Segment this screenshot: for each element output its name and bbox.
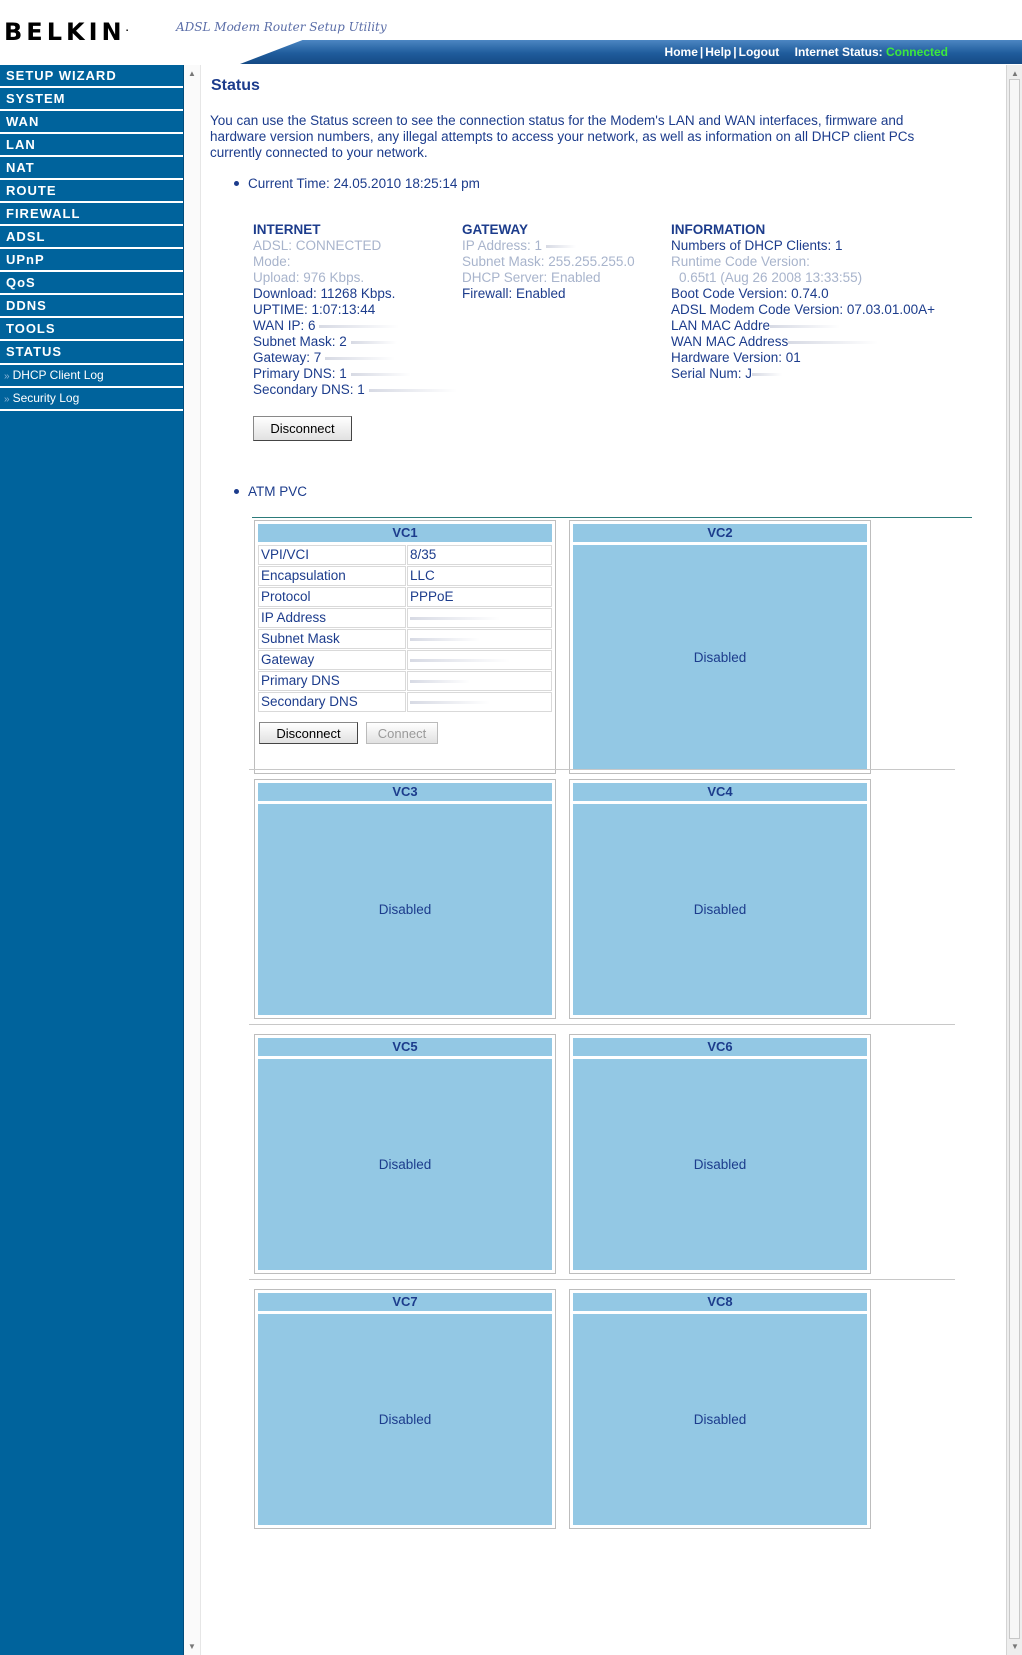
hardware-version: Hardware Version: 01: [671, 350, 801, 365]
sidebar-item-status[interactable]: STATUS: [0, 341, 183, 365]
chevron-right-icon: »: [4, 394, 10, 405]
dhcp-server: DHCP Server: Enabled: [462, 270, 601, 285]
scroll-down-icon[interactable]: ▼: [1011, 1642, 1019, 1651]
sidebar-item-tools[interactable]: TOOLS: [0, 318, 183, 341]
upload: Upload: 976 Kbps.: [253, 270, 365, 285]
sidebar-item-upnp[interactable]: UPnP: [0, 249, 183, 272]
subnet-mask: Subnet Mask: 2: [253, 334, 457, 350]
sidebar-item-setup-wizard[interactable]: SETUP WIZARD: [0, 65, 183, 88]
information-heading: INFORMATION: [671, 222, 766, 237]
lan-mac-address: LAN MAC Addre: [671, 318, 935, 334]
vc1-title: VC1: [258, 524, 552, 544]
gateway-ip-address: IP Address: 1: [462, 238, 635, 254]
help-link[interactable]: Help: [705, 45, 732, 59]
runtime-code-version-label: Runtime Code Version:: [671, 254, 810, 269]
vertical-scrollbar[interactable]: [1006, 65, 1022, 1655]
wan-mac-address: WAN MAC Address: [671, 334, 935, 350]
scroll-up-icon[interactable]: ▲: [188, 69, 196, 78]
vc1-connect-button[interactable]: Connect: [366, 722, 438, 744]
logout-link[interactable]: Logout: [738, 45, 780, 59]
header-links: Home | Help | Logout Internet Status: Connected: [664, 45, 948, 59]
utility-title: ADSL Modem Router Setup Utility: [176, 20, 387, 34]
vc8-title: VC8: [573, 1293, 867, 1313]
belkin-logo: BELKIN.: [4, 18, 129, 46]
header: [0, 0, 1022, 65]
vc4-panel: [569, 779, 871, 1019]
vc3-state: Disabled: [258, 804, 552, 1015]
sidebar-subitem-dhcp-client-log[interactable]: » DHCP Client Log: [0, 365, 183, 388]
atm-pvc-label: ATM PVC: [248, 484, 308, 499]
internet-column: [253, 222, 457, 398]
home-link[interactable]: Home: [664, 45, 698, 59]
page-title: Status: [211, 77, 260, 94]
scroll-thumb[interactable]: [1009, 79, 1020, 1639]
gateway-column: [462, 222, 635, 302]
vc6-panel: [569, 1034, 871, 1274]
information-column: [671, 222, 935, 382]
wan-ip: WAN IP: 6: [253, 318, 457, 334]
adsl-modem-code-version: ADSL Modem Code Version: 07.03.01.00A+: [671, 302, 936, 317]
chevron-right-icon: »: [4, 371, 10, 382]
gateway-heading: GATEWAY: [462, 222, 529, 237]
mode: Mode:: [253, 254, 291, 269]
adsl-status: ADSL: CONNECTED: [253, 238, 382, 253]
vc4-state: Disabled: [573, 804, 867, 1015]
internet-status-label: Internet Status:: [794, 45, 883, 59]
scroll-down-icon[interactable]: ▼: [188, 1642, 196, 1651]
current-time: Current Time: 24.05.2010 18:25:14 pm: [248, 176, 480, 191]
vc1-disconnect-button[interactable]: Disconnect: [259, 722, 358, 744]
sidebar: [0, 65, 184, 1655]
dhcp-clients: Numbers of DHCP Clients: 1: [671, 238, 843, 253]
vc4-title: VC4: [573, 783, 867, 803]
table-row: Secondary DNS: [258, 692, 552, 712]
vc6-title: VC6: [573, 1038, 867, 1058]
table-row: Protocol PPPoE: [258, 587, 552, 607]
vc2-state: Disabled: [573, 545, 867, 770]
sidebar-item-lan[interactable]: LAN: [0, 134, 183, 157]
table-row: Gateway: [258, 650, 552, 670]
uptime: UPTIME: 1:07:13:44: [253, 302, 376, 317]
gateway: Gateway: 7: [253, 350, 457, 366]
sidebar-item-nat[interactable]: NAT: [0, 157, 183, 180]
internet-status-value: Connected: [885, 45, 948, 59]
table-row: Primary DNS: [258, 671, 552, 691]
row-divider: [249, 769, 955, 770]
firewall-status: Firewall: Enabled: [462, 286, 566, 301]
row-divider: [249, 1024, 955, 1025]
vc8-panel: [569, 1289, 871, 1529]
atm-pvc-item: [234, 484, 307, 499]
serial-num: Serial Num: J: [671, 366, 935, 382]
vc2-title: VC2: [573, 524, 867, 544]
runtime-code-version: 0.65t1 (Aug 26 2008 13:33:55): [679, 270, 863, 285]
vc2-panel: [569, 520, 871, 774]
vc7-panel: [254, 1289, 556, 1529]
sidebar-subitem-security-log[interactable]: » Security Log: [0, 388, 183, 411]
download: Download: 11268 Kbps.: [253, 286, 396, 301]
sidebar-item-route[interactable]: ROUTE: [0, 180, 183, 203]
sidebar-item-ddns[interactable]: DDNS: [0, 295, 183, 318]
bullet-icon: [234, 181, 239, 186]
scroll-up-icon[interactable]: ▲: [1011, 69, 1019, 78]
sidebar-item-wan[interactable]: WAN: [0, 111, 183, 134]
table-row: Subnet Mask: [258, 629, 552, 649]
intro-text: You can use the Status screen to see the connection status for the Modem's LAN and WAN interfaces, firmware and hardware version numbers, any illegal attempts to access your network, as well as information on all DHCP client PCs currently connected to your network.: [210, 113, 915, 160]
bullet-icon: [234, 489, 239, 494]
gateway-subnet-mask: Subnet Mask: 255.255.255.0: [462, 254, 635, 269]
vc5-panel: [254, 1034, 556, 1274]
vc1-panel: [254, 520, 556, 774]
vc8-state: Disabled: [573, 1314, 867, 1525]
table-row: VPI/VCI 8/35: [258, 545, 552, 565]
vc3-panel: [254, 779, 556, 1019]
sidebar-item-system[interactable]: SYSTEM: [0, 88, 183, 111]
vc6-state: Disabled: [573, 1059, 867, 1270]
sidebar-item-qos[interactable]: QoS: [0, 272, 183, 295]
vc3-title: VC3: [258, 783, 552, 803]
table-row: IP Address: [258, 608, 552, 628]
vc5-title: VC5: [258, 1038, 552, 1058]
table-row: Encapsulation LLC: [258, 566, 552, 586]
main-content: [184, 65, 1012, 1655]
current-time-item: [234, 176, 480, 191]
vc5-state: Disabled: [258, 1059, 552, 1270]
sidebar-item-adsl[interactable]: ADSL: [0, 226, 183, 249]
vc7-title: VC7: [258, 1293, 552, 1313]
boot-code-version: Boot Code Version: 0.74.0: [671, 286, 829, 301]
internet-heading: INTERNET: [253, 222, 321, 237]
vc1-table: [258, 545, 552, 713]
vc7-state: Disabled: [258, 1314, 552, 1525]
row-divider: [249, 1279, 955, 1280]
disconnect-button[interactable]: Disconnect: [253, 416, 352, 441]
secondary-dns: Secondary DNS: 1: [253, 382, 457, 398]
divider: [252, 517, 972, 518]
sidebar-item-firewall[interactable]: FIREWALL: [0, 203, 183, 226]
primary-dns: Primary DNS: 1: [253, 366, 457, 382]
